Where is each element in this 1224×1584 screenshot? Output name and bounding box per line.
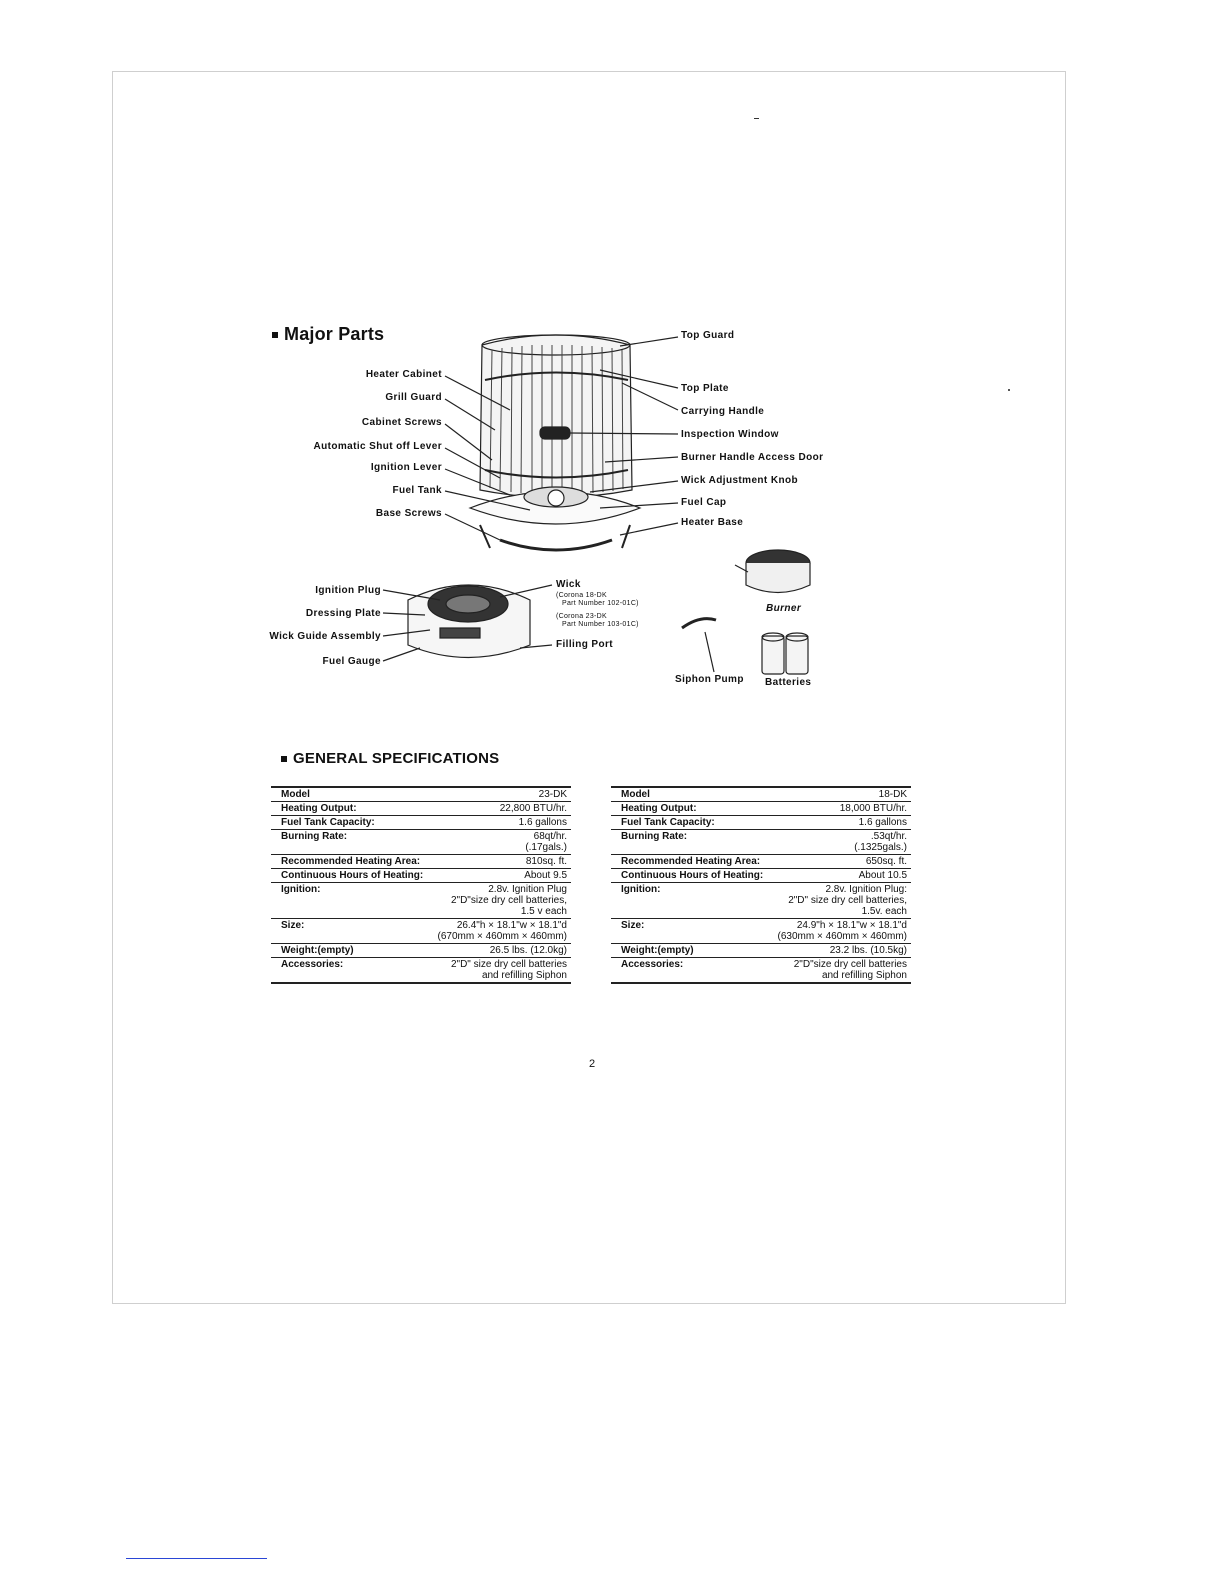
spec-row	[271, 869, 571, 883]
spec-row	[271, 883, 571, 919]
spec-key: Accessories:	[611, 958, 767, 984]
label-wick-adjustment-knob: Wick Adjustment Knob	[681, 475, 798, 486]
label-dressing-plate: Dressing Plate	[305, 608, 381, 619]
spec-row	[611, 830, 911, 855]
spec-key: Size:	[271, 919, 427, 944]
spec-row	[271, 958, 571, 984]
label-top-guard: Top Guard	[681, 330, 735, 341]
wick-note-23dk-part: Part Number 103-01C)	[562, 621, 639, 628]
spec-row	[271, 830, 571, 855]
spec-value: About 10.5	[767, 869, 911, 883]
spec-key: Accessories:	[271, 958, 427, 984]
spec-key: Model	[611, 787, 767, 802]
label-ignition-plug: Ignition Plug	[315, 585, 381, 596]
spec-row	[611, 816, 911, 830]
spec-row	[611, 787, 911, 802]
spec-key: Size:	[611, 919, 767, 944]
label-heater-cabinet: Heater Cabinet	[365, 369, 442, 380]
spec-row	[271, 787, 571, 802]
spec-value: 650sq. ft.	[767, 855, 911, 869]
label-grill-guard: Grill Guard	[385, 392, 442, 403]
label-fuel-tank: Fuel Tank	[392, 485, 442, 496]
spec-value: 2.8v. Ignition Plug 2"D"size dry cell batteries, 1.5 v each	[427, 883, 571, 919]
label-base-screws: Base Screws	[375, 508, 442, 519]
spec-key: Weight:(empty)	[611, 944, 767, 958]
spec-value: 26.4"h × 18.1"w × 18.1"d (670mm × 460mm × 460mm)	[427, 919, 571, 944]
label-auto-shutoff-lever: Automatic Shut off Lever	[313, 441, 442, 452]
spec-key: Continuous Hours of Heating:	[271, 869, 427, 883]
spec-value: 810sq. ft.	[427, 855, 571, 869]
spec-table-23dk	[271, 786, 571, 984]
spec-key: Recommended Heating Area:	[271, 855, 427, 869]
label-batteries: Batteries	[765, 677, 812, 688]
spec-key: Recommended Heating Area:	[611, 855, 767, 869]
wick-note-18dk: (Corona 18-DK	[556, 592, 607, 599]
spec-row	[611, 855, 911, 869]
label-filling-port: Filling Port	[556, 639, 614, 650]
spec-key: Ignition:	[611, 883, 767, 919]
spec-value: 1.6 gallons	[767, 816, 911, 830]
spec-row	[611, 869, 911, 883]
label-carrying-handle: Carrying Handle	[681, 406, 765, 417]
general-specifications-heading: GENERAL SPECIFICATIONS	[281, 750, 499, 767]
spec-table-18dk	[611, 786, 911, 984]
label-inspection-window: Inspection Window	[681, 429, 779, 440]
spec-row	[611, 958, 911, 984]
spec-value: 23.2 lbs. (10.5kg)	[767, 944, 911, 958]
spec-row	[611, 802, 911, 816]
bullet-icon	[281, 756, 287, 762]
spec-key: Heating Output:	[611, 802, 767, 816]
spec-value: 68qt/hr. (.17gals.)	[427, 830, 571, 855]
spec-value: 2"D"size dry cell batteries and refilling Siphon	[767, 958, 911, 984]
label-burner-handle-access-door: Burner Handle Access Door	[681, 452, 824, 463]
spec-key: Burning Rate:	[611, 830, 767, 855]
spec-value: 2.8v. Ignition Plug: 2"D" size dry cell batteries, 1.5v. each	[767, 883, 911, 919]
spec-row	[271, 855, 571, 869]
label-wick: Wick	[556, 579, 581, 590]
spec-row	[271, 919, 571, 944]
wick-note-18dk-part: Part Number 102-01C)	[562, 600, 639, 607]
spec-value: About 9.5	[427, 869, 571, 883]
spec-value: 18,000 BTU/hr.	[767, 802, 911, 816]
spec-row	[611, 883, 911, 919]
spec-row	[611, 919, 911, 944]
footer-link-underline	[126, 1558, 267, 1559]
wick-note-23dk: (Corona 23-DK	[556, 613, 607, 620]
major-parts-heading: Major Parts	[272, 324, 384, 345]
page-number: 2	[589, 1058, 596, 1070]
spec-value: .53qt/hr. (.1325gals.)	[767, 830, 911, 855]
spec-key: Heating Output:	[271, 802, 427, 816]
spec-row	[271, 816, 571, 830]
spec-value: 23-DK	[427, 787, 571, 802]
spec-row	[611, 944, 911, 958]
spec-key: Fuel Tank Capacity:	[611, 816, 767, 830]
spec-key: Weight:(empty)	[271, 944, 427, 958]
spec-value: 1.6 gallons	[427, 816, 571, 830]
label-fuel-gauge: Fuel Gauge	[322, 656, 381, 667]
label-fuel-cap: Fuel Cap	[681, 497, 727, 508]
label-siphon-pump: Siphon Pump	[675, 674, 744, 685]
label-ignition-lever: Ignition Lever	[370, 462, 442, 473]
label-top-plate: Top Plate	[681, 383, 729, 394]
label-burner: Burner	[766, 603, 802, 614]
spec-key: Model	[271, 787, 427, 802]
spec-row	[271, 802, 571, 816]
spec-value: 18-DK	[767, 787, 911, 802]
label-heater-base: Heater Base	[681, 517, 744, 528]
spec-value: 22,800 BTU/hr.	[427, 802, 571, 816]
spec-key: Burning Rate:	[271, 830, 427, 855]
spec-value: 2"D" size dry cell batteries and refilling Siphon	[427, 958, 571, 984]
label-wick-guide-assembly: Wick Guide Assembly	[269, 631, 381, 642]
spec-key: Fuel Tank Capacity:	[271, 816, 427, 830]
spec-key: Ignition:	[271, 883, 427, 919]
label-cabinet-screws: Cabinet Screws	[361, 417, 442, 428]
spec-row	[271, 944, 571, 958]
spec-key: Continuous Hours of Heating:	[611, 869, 767, 883]
spec-value: 24.9"h × 18.1"w × 18.1"d (630mm × 460mm × 460mm)	[767, 919, 911, 944]
spec-value: 26.5 lbs. (12.0kg)	[427, 944, 571, 958]
